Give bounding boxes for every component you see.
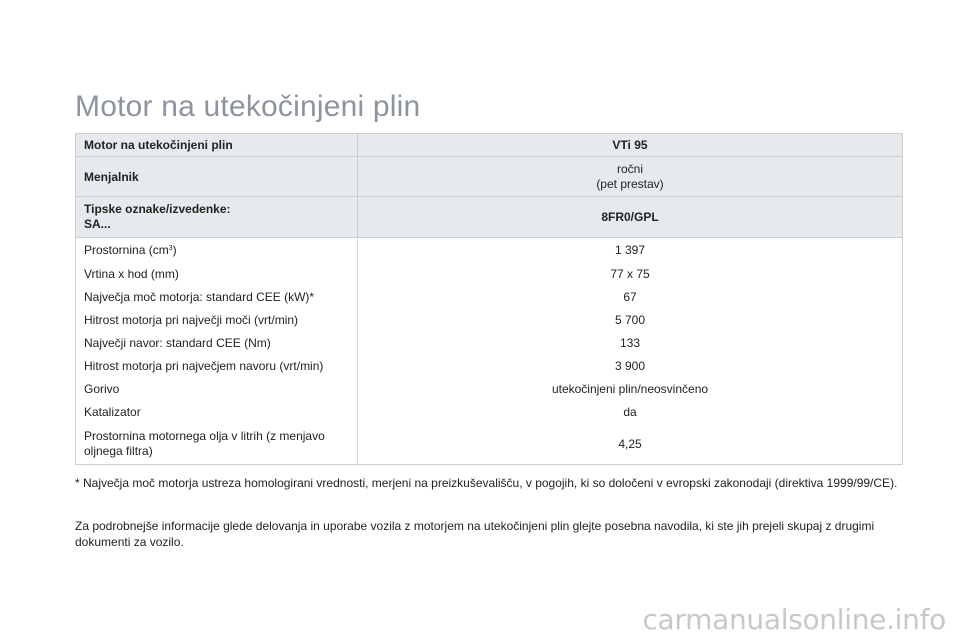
table-row	[76, 286, 903, 309]
row-value: 3 900	[614, 359, 646, 373]
row-value: 67	[623, 290, 637, 304]
row-value: 4,25	[358, 424, 903, 465]
header-label-gearbox: Menjalnik	[76, 157, 358, 197]
table-row	[76, 332, 903, 355]
table-header-row	[76, 197, 903, 238]
info-paragraph: Za podrobnejše informacije glede delovanja in uporabe vozila z motorjem na utekočinjeni plin glejte posebna navodila, ki ste jih prejeli skupaj z drugimi dokumenti za vozilo.	[75, 519, 875, 549]
header-value-type: 8FR0/GPL	[358, 197, 903, 238]
table-row	[76, 309, 903, 332]
row-label: Katalizator	[76, 401, 358, 424]
table-row	[76, 262, 903, 286]
header-label-type	[76, 197, 358, 238]
type-line1: Tipske oznake/izvedenke:	[84, 202, 231, 216]
row-label	[76, 424, 358, 465]
row-label-line2: oljnega filtra)	[84, 443, 153, 458]
row-label: Gorivo	[76, 378, 358, 401]
table-row	[76, 378, 903, 401]
header-label-engine: Motor na utekočinjeni plin	[76, 134, 358, 157]
row-label: Hitrost motorja pri največji moči (vrt/min)	[76, 309, 358, 332]
header-value-engine: VTi 95	[358, 134, 903, 157]
row-value: da	[623, 405, 637, 419]
row-label-text: Prostornina (cm	[84, 242, 169, 257]
row-label	[76, 238, 358, 262]
row-value: 77 x 75	[610, 266, 650, 281]
table-row	[76, 355, 903, 378]
type-line2: SA...	[84, 217, 111, 231]
header-value-gearbox	[358, 157, 903, 197]
table-header-row	[76, 134, 903, 157]
watermark: carmanualsonline.info	[642, 603, 946, 636]
row-label-line1: Prostornina motornega olja v litrih (z menjavo	[84, 428, 325, 443]
table-row	[76, 238, 903, 262]
row-label-sup: 3	[168, 244, 173, 252]
row-value: 1 397	[614, 242, 646, 257]
row-value: utekočinjeni plin/neosvinčeno	[551, 382, 709, 396]
table-row	[76, 424, 903, 465]
row-label: Hitrost motorja pri največjem navoru (vrt/min)	[76, 355, 358, 378]
footnote: * Največja moč motorja ustreza homologirani vrednosti, merjeni na preizkuševališču, v pogojih, ki so določeni v evropski zakonodaji (direktiva 1999/99/CE).	[75, 476, 898, 490]
gearbox-line2: (pet prestav)	[596, 176, 664, 191]
table-row	[76, 401, 903, 424]
gearbox-line1: ročni	[616, 161, 643, 176]
spec-table	[75, 133, 903, 465]
row-label: Največja moč motorja: standard CEE (kW)*	[76, 286, 358, 309]
row-value: 5 700	[614, 313, 646, 327]
row-label-after: )	[172, 242, 177, 257]
page-title: Motor na utekočinjeni plin	[75, 90, 421, 123]
row-label: Največji navor: standard CEE (Nm)	[76, 332, 358, 355]
row-label: Vrtina x hod (mm)	[76, 262, 358, 286]
table-header-row	[76, 157, 903, 197]
row-value: 133	[619, 336, 641, 350]
